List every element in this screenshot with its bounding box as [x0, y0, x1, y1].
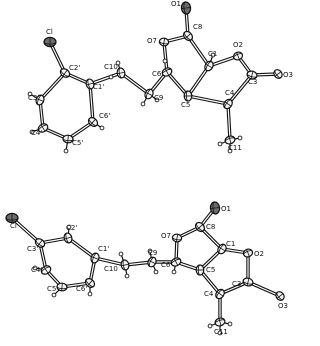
hydrogen-atom-c6-0 — [172, 270, 176, 274]
atom-label-c6: C6 — [152, 70, 162, 78]
atom-label-c5p: C5' — [47, 285, 59, 293]
atom-label-c1p: C1' — [98, 245, 110, 253]
hydrogen-atom-c6p-0 — [88, 292, 92, 296]
atom-label-c8: C8 — [193, 23, 203, 31]
atom-o3 — [274, 290, 286, 302]
atom-label-c11: C11 — [228, 144, 242, 152]
hydrogen-atom-c11-0 — [208, 324, 212, 328]
hydrogen-atom-c5p-0 — [52, 293, 56, 297]
atom-o1 — [181, 2, 191, 15]
hydrogen-atom-c9-1 — [154, 270, 158, 274]
hydrogen-atom-c11-1 — [238, 136, 242, 140]
atom-label-c1p: C1' — [93, 83, 105, 91]
atom-label-c5: C5 — [181, 101, 191, 109]
atom-c5 — [196, 265, 204, 275]
atom-label-o1: O1 — [171, 0, 181, 8]
hydrogen-atom-c11-0 — [218, 142, 222, 146]
hydrogen-atom-c10-1 — [109, 75, 113, 79]
atom-label-c1: C1 — [208, 50, 218, 58]
bond-c2p-c3p-inner — [40, 73, 65, 100]
atom-label-o3: O3 — [283, 71, 293, 79]
atom-label-c1: C1 — [226, 240, 236, 248]
atom-label-c3: C3 — [248, 78, 258, 86]
atom-label-c4: C4 — [204, 290, 214, 298]
atom-label-c3: C3 — [232, 280, 242, 288]
atom-label-o1: O1 — [221, 205, 231, 213]
molecule-bottom — [6, 202, 288, 336]
atom-label-c2p: C2' — [66, 224, 78, 232]
molecule-top — [28, 0, 293, 153]
hydrogen-atom-c6p-0 — [100, 126, 104, 130]
atom-label-c5p: C5' — [72, 139, 84, 147]
atom-label-c10: C10 — [104, 63, 118, 71]
atom-label-c6p: C6' — [76, 285, 88, 293]
atom-c6 — [170, 256, 182, 267]
atom-label-c8: C8 — [206, 223, 216, 231]
bond-c1p-c10-inner — [95, 258, 125, 265]
atom-label-o2: O2 — [254, 250, 264, 258]
atom-o7 — [159, 37, 169, 46]
atom-label-o7: O7 — [161, 232, 171, 240]
bond-c10-c9-inner — [121, 73, 149, 94]
atom-label-c9: C9 — [154, 94, 164, 102]
hydrogen-atom-c9-0 — [141, 102, 145, 106]
atom-c5 — [184, 91, 192, 101]
atom-label-c9: C9 — [148, 249, 158, 257]
atom-label-c3p: C3' — [28, 94, 40, 102]
hydrogen-atom-c6-0 — [163, 59, 167, 63]
hydrogen-atom-c10-0 — [119, 252, 123, 256]
hydrogen-atom-c10-1 — [125, 274, 129, 278]
atom-label-cl: Cl — [10, 222, 17, 230]
atom-label-c4p: C4' — [31, 129, 43, 137]
atom-label-cl: Cl — [46, 28, 53, 36]
hydrogen-atom-c5p-0 — [64, 149, 68, 153]
atom-o2 — [242, 248, 253, 258]
atom-label-c11: C11 — [214, 328, 228, 336]
atom-label-o7: O7 — [147, 37, 157, 45]
atom-label-c10: C10 — [104, 265, 118, 273]
atom-label-c3p: C3' — [27, 245, 39, 253]
atom-label-c6p: C6' — [99, 112, 111, 120]
atom-label-c2p: C2' — [69, 64, 81, 72]
atom-c10 — [120, 259, 129, 270]
atom-cl — [44, 37, 56, 46]
atom-c9 — [146, 256, 157, 268]
atom-label-c6: C6 — [161, 261, 171, 269]
hydrogen-atom-c11-1 — [228, 322, 232, 326]
atom-c11 — [214, 317, 226, 327]
atom-label-c5: C5 — [206, 266, 216, 274]
bond-c4-c5-inner — [188, 96, 228, 104]
atom-label-o2: O2 — [233, 41, 243, 49]
atom-label-o3: O3 — [278, 302, 288, 310]
atom-label-c4p: C4' — [31, 266, 43, 274]
atom-label-c4: C4 — [225, 89, 235, 97]
atom-c5p — [57, 283, 68, 291]
